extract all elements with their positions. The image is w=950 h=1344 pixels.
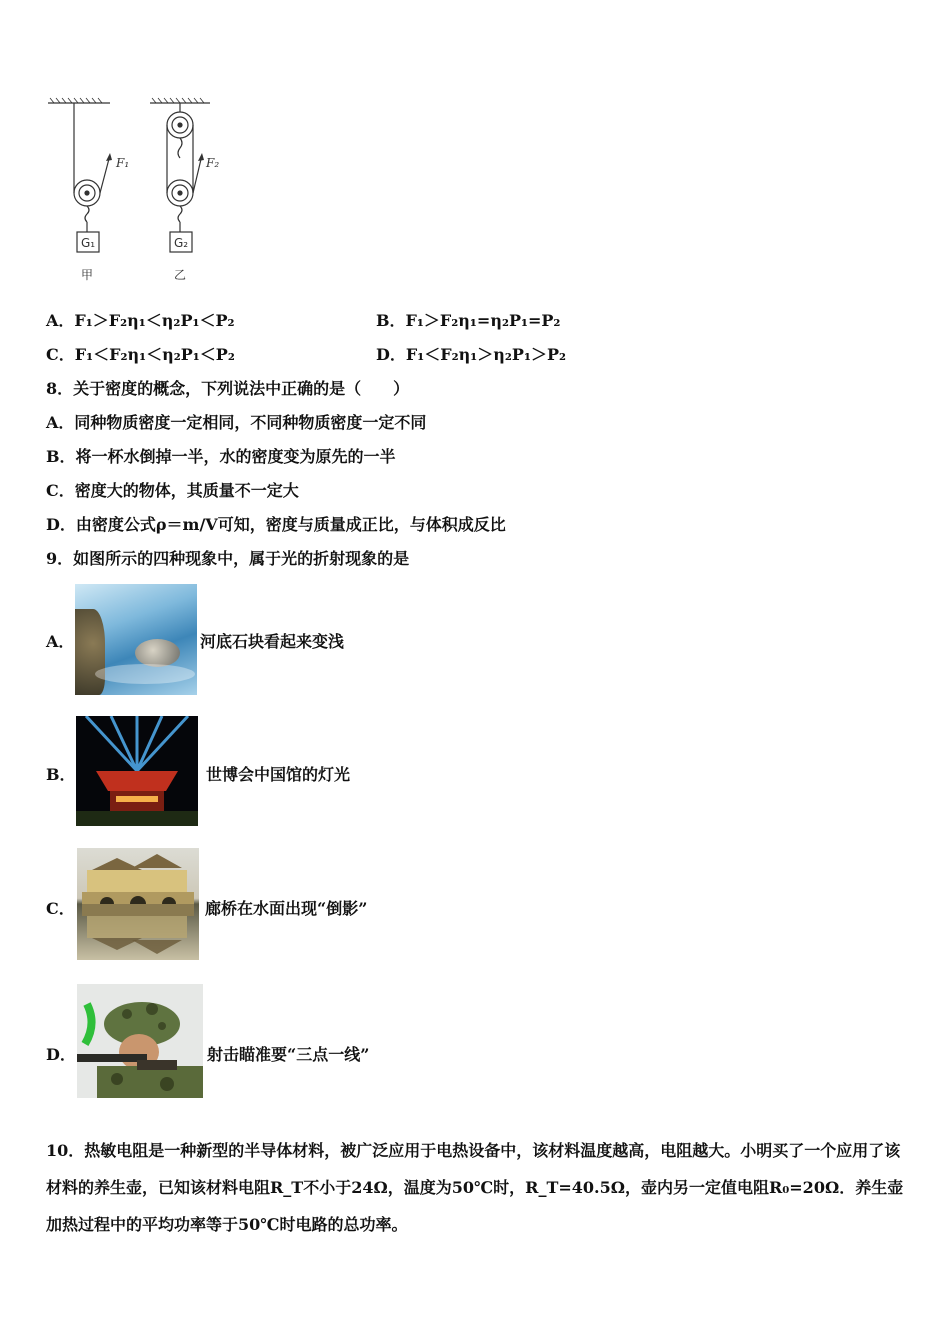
bridge-reflection-photo: [77, 848, 199, 960]
q8-stem: 8．关于密度的概念，下列说法中正确的是（ ）: [46, 379, 410, 398]
soldier-aiming-photo: [77, 984, 203, 1098]
q10-paragraph: 10．热敏电阻是一种新型的半导体材料，被广泛应用于电热设备中，该材料温度越高，电阻越大。小明买了一个应用了该材料的养生壶，已知该材料电阻R_T不小于24Ω，温度为50℃时，R_T=40.5Ω，壶内另一定值电阻R₀=20Ω．养生壶加热过程中的平均功率等于50℃时电路的总功率。: [46, 1141, 904, 1234]
q8-option-c: C．密度大的物体，其质量不一定大: [46, 481, 299, 500]
q7-option-c: C．F₁＜F₂η₁＜η₂P₁＜P₂: [46, 345, 235, 364]
q8-option-d: D．由密度公式ρ＝m/V可知，密度与质量成正比，与体积成反比: [46, 515, 506, 534]
q9-option-b-text: 世博会中国馆的灯光: [206, 765, 351, 784]
weight-label-1: G₁: [81, 236, 96, 250]
q9-option-a-text: 河底石块看起来变浅: [200, 632, 345, 651]
q9-option-b-letter: B．: [46, 765, 76, 784]
diagram-label-yi: 乙: [174, 268, 187, 282]
q8-option-b: B．将一杯水倒掉一半，水的密度变为原先的一半: [46, 447, 396, 466]
q9-stem: 9．如图所示的四种现象中，属于光的折射现象的是: [46, 549, 410, 568]
q9-option-d-letter: D．: [46, 1045, 76, 1064]
diagram-label-jia: 甲: [81, 268, 94, 282]
q7-option-d: D．F₁＜F₂η₁＞η₂P₁＞P₂: [376, 345, 566, 364]
china-pavilion-lights-photo: [76, 716, 198, 826]
q9-option-c-text: 廊桥在水面出现“倒影”: [205, 899, 368, 918]
weight-label-2: G₂: [174, 236, 189, 250]
q7-option-b: B．F₁＞F₂η₁=η₂P₁=P₂: [376, 311, 561, 330]
force-label-1: F₁: [116, 156, 130, 170]
q9-option-d-text: 射击瞄准要“三点一线”: [207, 1045, 370, 1064]
river-stone-photo: [75, 584, 197, 695]
q9-option-a-letter: A．: [46, 632, 75, 651]
q8-option-a: A．同种物质密度一定相同，不同种物质密度一定不同: [46, 413, 427, 432]
q7-option-a: A．F₁＞F₂η₁＜η₂P₁＜P₂: [46, 311, 235, 330]
force-label-2: F₂: [206, 156, 220, 170]
pulley-diagram: [40, 95, 230, 290]
q9-option-c-letter: C．: [46, 899, 75, 918]
